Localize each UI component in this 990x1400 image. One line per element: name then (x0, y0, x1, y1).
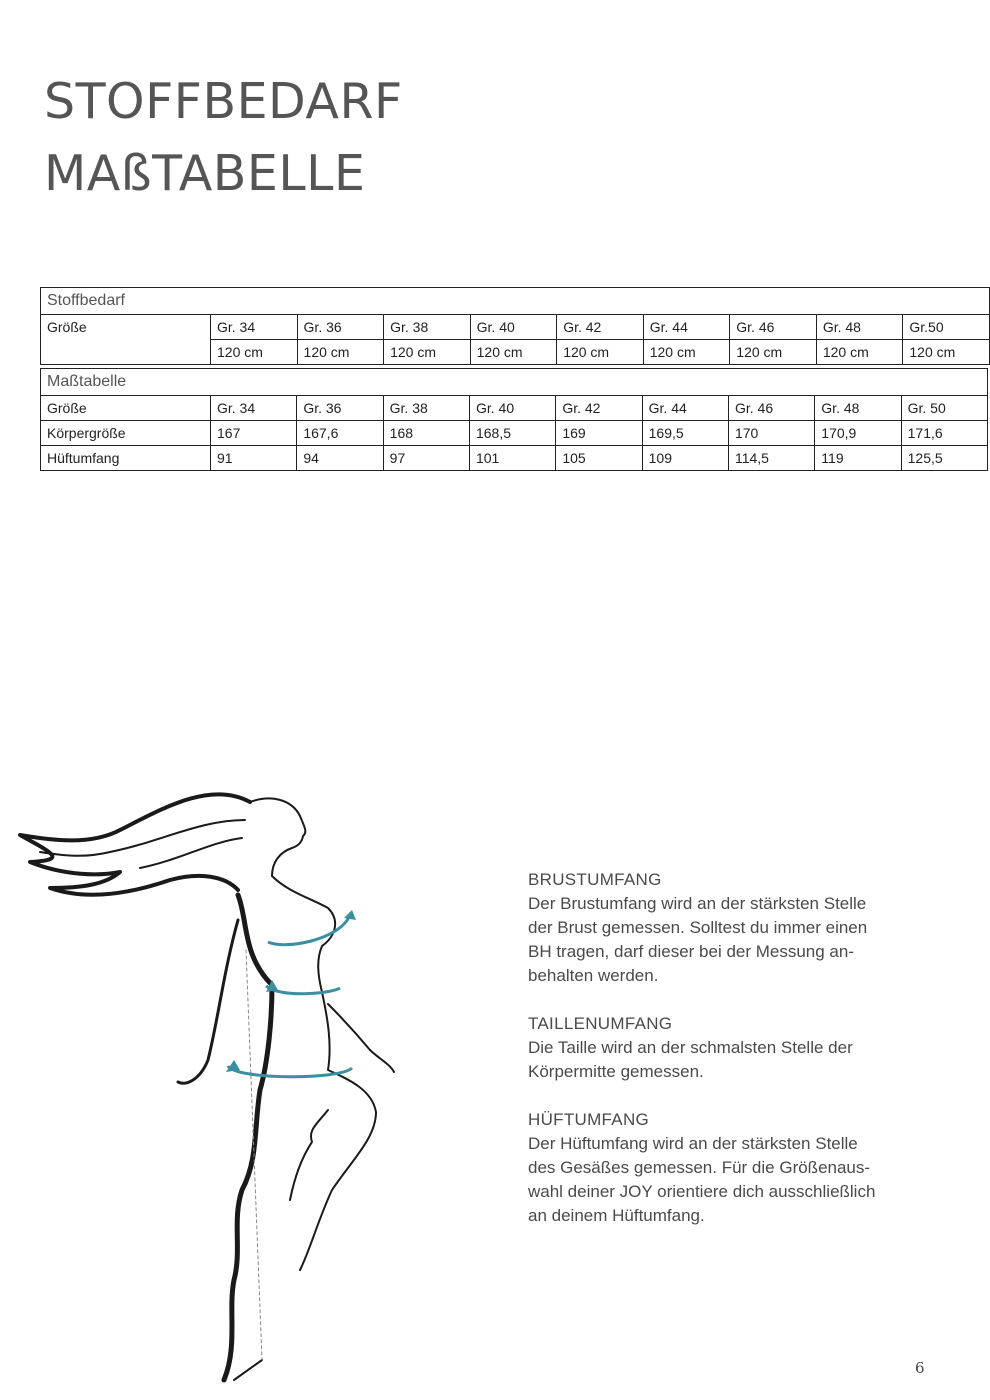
fabric-amount-cell: 120 cm (211, 340, 298, 365)
fabric-size-row (41, 315, 990, 340)
bust-info (528, 868, 928, 988)
fabric-row-label: Größe (41, 315, 211, 365)
fabric-amount-cell: 120 cm (730, 340, 817, 365)
measure-cell: 97 (383, 446, 469, 471)
waist-heading: TAILLENUMFANG (528, 1014, 673, 1033)
measure-cell: 91 (211, 446, 297, 471)
measure-cell: 101 (469, 446, 555, 471)
fabric-requirement-table (40, 287, 990, 365)
measure-height-row (41, 421, 988, 446)
fabric-size-cell: Gr. 36 (297, 315, 384, 340)
measurement-instructions (528, 868, 928, 1252)
title-line-stoffbedarf: STOFFBEDARF (44, 73, 403, 130)
measure-cell: 94 (297, 446, 383, 471)
bust-measure-line (268, 915, 350, 945)
measure-cell: Gr. 44 (642, 396, 728, 421)
measure-cell: 171,6 (901, 421, 987, 446)
measure-cell: 170 (728, 421, 814, 446)
page-number: 6 (915, 1359, 925, 1377)
measure-section-title: Maßtabelle (41, 369, 988, 396)
measure-cell: 168 (383, 421, 469, 446)
measurement-table (40, 368, 988, 471)
fabric-size-cell: Gr. 44 (643, 315, 730, 340)
measure-cell: 168,5 (469, 421, 555, 446)
measure-cell: Gr. 42 (556, 396, 642, 421)
waist-info (528, 1012, 928, 1084)
measure-cell: 119 (815, 446, 901, 471)
measure-cell: 167 (211, 421, 297, 446)
measure-cell: Gr. 36 (297, 396, 383, 421)
measure-cell: Gr. 46 (728, 396, 814, 421)
fabric-size-cell: Gr. 48 (816, 315, 903, 340)
bust-arrow-icon (344, 910, 356, 920)
measure-cell: Gr. 48 (815, 396, 901, 421)
bust-text: Der Brustumfang wird an der stärksten Stelle der Brust gemessen. Solltest du immer einen BH tragen, darf dieser bei der Messung an- behalten werden. (528, 894, 868, 985)
hip-measure-line (228, 1066, 352, 1077)
title-line-masstabelle: MAßTABELLE (44, 145, 366, 202)
measure-row-label: Größe (41, 396, 211, 421)
measure-cell: 125,5 (901, 446, 987, 471)
measure-cell: Gr. 50 (901, 396, 987, 421)
bust-heading: BRUSTUMFANG (528, 870, 662, 889)
fabric-size-cell: Gr. 42 (557, 315, 644, 340)
fabric-section-title: Stoffbedarf (41, 288, 990, 315)
raised-leg (290, 1110, 328, 1200)
fabric-amount-cell: 120 cm (816, 340, 903, 365)
body-measurement-illustration (10, 780, 430, 1390)
fabric-amount-cell: 120 cm (384, 340, 471, 365)
fabric-size-cell: Gr. 40 (470, 315, 557, 340)
measure-cell: 169,5 (642, 421, 728, 446)
fabric-size-cell: Gr. 38 (384, 315, 471, 340)
measure-cell: 169 (556, 421, 642, 446)
waist-text: Die Taille wird an der schmalsten Stelle der Körpermitte gemessen. (528, 1038, 853, 1081)
measure-cell: Gr. 38 (383, 396, 469, 421)
measure-cell: 109 (642, 446, 728, 471)
fabric-amount-cell: 120 cm (557, 340, 644, 365)
measure-hip-row (41, 446, 988, 471)
measure-cell: Gr. 34 (211, 396, 297, 421)
right-arm (328, 1004, 394, 1072)
measure-cell: 114,5 (728, 446, 814, 471)
fabric-size-cell: Gr. 34 (211, 315, 298, 340)
hip-text: Der Hüftumfang wird an der stärksten Stelle des Gesäßes gemessen. Für die Größenaus- wahl deiner JOY orientiere dich ausschließlich an deinem Hüftumfang. (528, 1134, 876, 1225)
measure-row-label: Körpergröße (41, 421, 211, 446)
measure-cell: 167,6 (297, 421, 383, 446)
fabric-amount-cell: 120 cm (297, 340, 384, 365)
measure-cell: 105 (556, 446, 642, 471)
fabric-size-cell: Gr.50 (903, 315, 990, 340)
fabric-size-cell: Gr. 46 (730, 315, 817, 340)
hip-info (528, 1108, 928, 1228)
fabric-amount-cell: 120 cm (903, 340, 990, 365)
back-contour (224, 895, 272, 1380)
face-profile (250, 798, 305, 876)
measure-row-label: Hüftumfang (41, 446, 211, 471)
left-arm (178, 920, 238, 1083)
measure-cell: Gr. 40 (469, 396, 555, 421)
fabric-amount-cell: 120 cm (643, 340, 730, 365)
measure-cell: 170,9 (815, 421, 901, 446)
hip-heading: HÜFTUMFANG (528, 1110, 650, 1129)
page-title (44, 66, 403, 210)
fabric-amount-cell: 120 cm (470, 340, 557, 365)
measure-size-row (41, 396, 988, 421)
